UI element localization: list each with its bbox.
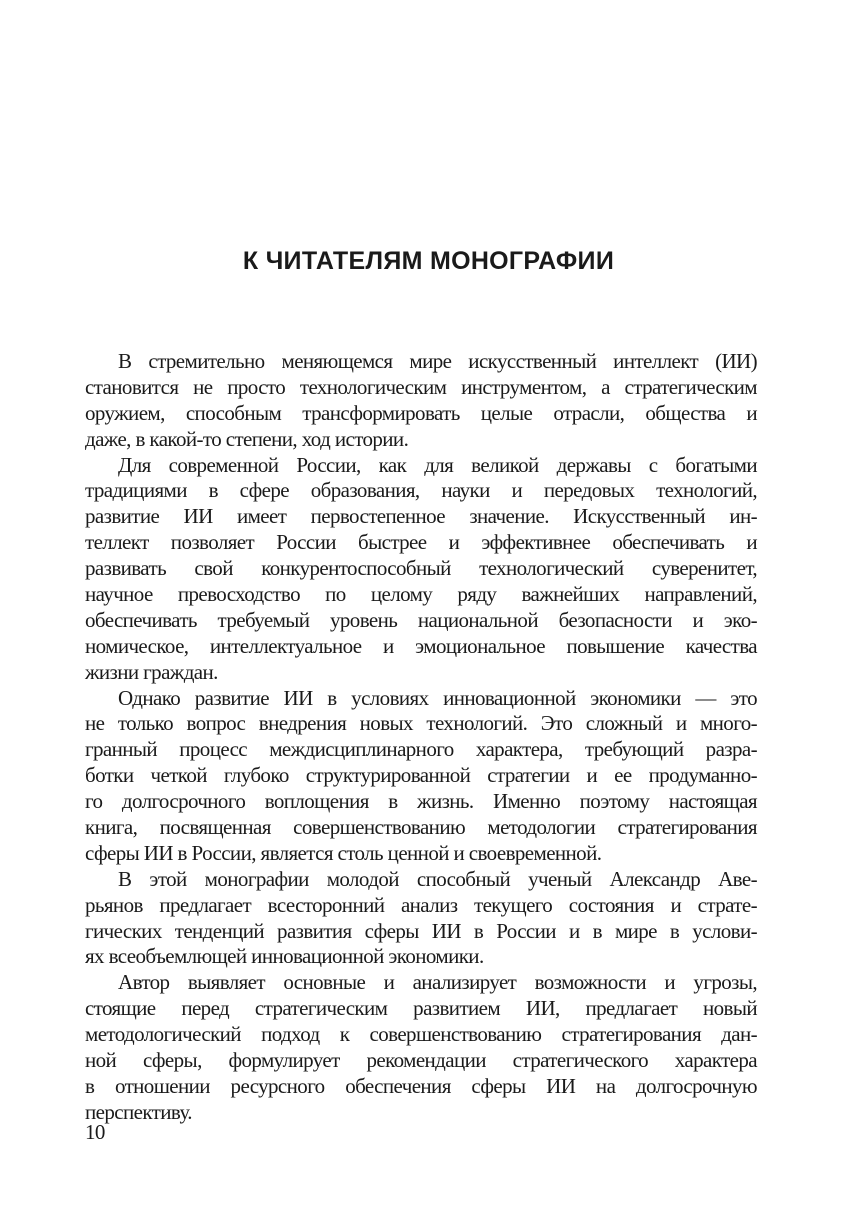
text-line: гранный процесс междисциплинарного характера, требующий разра- bbox=[85, 737, 757, 762]
text-line: научное превосходство по целому ряду важнейших направлений, bbox=[85, 582, 757, 607]
text-line: го долгосрочного воплощения в жизнь. Именно поэтому настоящая bbox=[85, 789, 757, 814]
text-line: номическое, интеллектуальное и эмоциональное повышение качества bbox=[85, 633, 757, 658]
text-line: стоящие перед стратегическим развитием ИИ, предлагает новый bbox=[85, 996, 757, 1021]
text-line: жизни граждан. bbox=[85, 659, 218, 684]
paragraph bbox=[85, 970, 757, 1125]
text-line: теллект позволяет России быстрее и эффективнее обеспечивать и bbox=[85, 530, 757, 555]
text-line: книга, посвященная совершенствованию методологии стратегирования bbox=[85, 815, 757, 840]
text-line: методологический подход к совершенствованию стратегирования дан- bbox=[85, 1022, 757, 1047]
text-line: в отношении ресурсного обеспечения сферы ИИ на долгосрочную bbox=[85, 1073, 757, 1098]
body-text bbox=[85, 349, 757, 1126]
text-line: В стремительно меняющемся мире искусственный интеллект (ИИ) bbox=[118, 349, 757, 373]
paragraph bbox=[85, 686, 757, 867]
text-line: развивать свой конкурентоспособный технологический суверенитет, bbox=[85, 556, 757, 581]
text-line: Однако развитие ИИ в условиях инновационной экономики — это bbox=[118, 685, 757, 710]
text-line: перспективу. bbox=[85, 1099, 192, 1124]
text-line: ботки четкой глубоко структурированной стратегии и ее продуманно- bbox=[85, 763, 757, 788]
text-line: развитие ИИ имеет первостепенное значение. Искусственный ин- bbox=[85, 504, 757, 529]
text-line: даже, в какой-то степени, ход истории. bbox=[85, 426, 409, 451]
paragraph bbox=[85, 453, 757, 686]
paragraph bbox=[85, 349, 757, 453]
text-line: сферы ИИ в России, является столь ценной и своевременной. bbox=[85, 840, 602, 865]
text-line: ях всеобъемлющей инновационной экономики. bbox=[85, 944, 484, 969]
text-line: В этой монографии молодой способный ученый Александр Аве- bbox=[118, 866, 757, 891]
text-line: становится не просто технологическим инструментом, а стратегическим bbox=[85, 374, 757, 399]
text-line: оружием, способным трансформировать целые отрасли, общества и bbox=[85, 400, 757, 425]
page-title: К ЧИТАТЕЛЯМ МОНОГРАФИИ bbox=[242, 247, 615, 275]
text-line: рьянов предлагает всесторонний анализ текущего состояния и страте- bbox=[85, 892, 757, 917]
text-line: традициями в сфере образования, науки и передовых технологий, bbox=[85, 478, 757, 503]
text-line: обеспечивать требуемый уровень национальной безопасности и эко- bbox=[85, 607, 757, 632]
text-line: ной сферы, формулирует рекомендации стратегического характера bbox=[85, 1048, 757, 1073]
text-line: Для современной России, как для великой державы с богатыми bbox=[118, 452, 757, 477]
text-line: Автор выявляет основные и анализирует возможности и угрозы, bbox=[118, 970, 757, 995]
text-line: не только вопрос внедрения новых технологий. Это сложный и много- bbox=[85, 711, 757, 736]
page-number: 10 bbox=[85, 1120, 105, 1144]
text-line: гических тенденций развития сферы ИИ в России и в мире в услови- bbox=[85, 918, 757, 943]
paragraph bbox=[85, 867, 757, 971]
